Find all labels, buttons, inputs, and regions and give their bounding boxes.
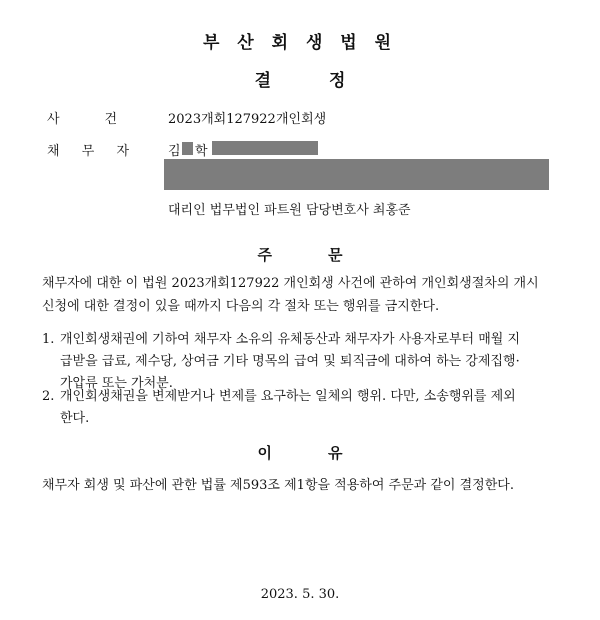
case-label-char-2: 건	[104, 112, 117, 127]
debtor-label-char-3: 자	[116, 144, 129, 159]
order-intro-line: 신청에 대한 결정이 있을 때까지 다음의 각 절차 또는 행위를 금지한다.	[42, 299, 440, 314]
order-item-line: 급받을 급료, 제수당, 상여금 기타 명목의 급여 및 퇴직금에 대하여 하는 강제집행·	[60, 354, 520, 369]
case-type: 개인회생	[276, 112, 327, 127]
reason-heading	[0, 442, 600, 463]
order-item-line: 한다.	[60, 411, 90, 426]
debtor-label-char-1: 채	[47, 144, 60, 159]
order-item-line: 가압류 또는 가처분.	[60, 376, 173, 391]
debtor-name-first: 김	[168, 144, 181, 159]
redaction-block	[182, 142, 193, 155]
document-type-char-1: 결	[254, 71, 271, 91]
case-label-char-1: 사	[47, 112, 60, 127]
address-redaction-block	[164, 159, 549, 190]
document-type	[0, 66, 600, 91]
court-name: 부 산 회 생 법 원	[202, 33, 398, 53]
case-number: 2023개회127922	[168, 112, 276, 127]
order-item-2	[42, 386, 567, 430]
order-intro-line: 채무자에 대한 이 법원 2023개회127922 개인회생 사건에 관하여 개인회생절차의 개시	[42, 276, 539, 291]
order-intro	[42, 272, 567, 318]
order-item-line: 개인회생채권을 변제받거나 변제를 요구하는 일체의 행위. 다만, 소송행위를 제외	[60, 389, 516, 404]
debtor-name-last: 학	[195, 144, 208, 159]
order-item-number: 2.	[42, 389, 55, 404]
redaction-block	[212, 141, 318, 155]
debtor-label	[47, 140, 129, 159]
order-heading-char-2: 문	[328, 246, 343, 264]
debtor-label-char-2: 무	[81, 144, 95, 159]
order-item-number: 1.	[42, 332, 55, 347]
order-heading	[0, 244, 600, 265]
order-heading-char-1: 주	[257, 246, 272, 264]
reason-heading-char-2: 유	[328, 444, 343, 462]
decision-date: 2023. 5. 30.	[260, 587, 340, 602]
reason-text: 채무자 회생 및 파산에 관한 법률 제593조 제1항을 적용하여 주문과 같이 결정한다.	[42, 478, 514, 493]
legal-agent: 대리인 법무법인 파트원 담당변호사 최홍준	[168, 203, 411, 218]
document-type-char-2: 정	[329, 71, 346, 91]
order-item-line: 개인회생채권에 기하여 채무자 소유의 유체동산과 채무자가 사용자로부터 매월 지	[60, 332, 521, 347]
reason-heading-char-1: 이	[257, 444, 272, 462]
case-label	[47, 108, 117, 127]
